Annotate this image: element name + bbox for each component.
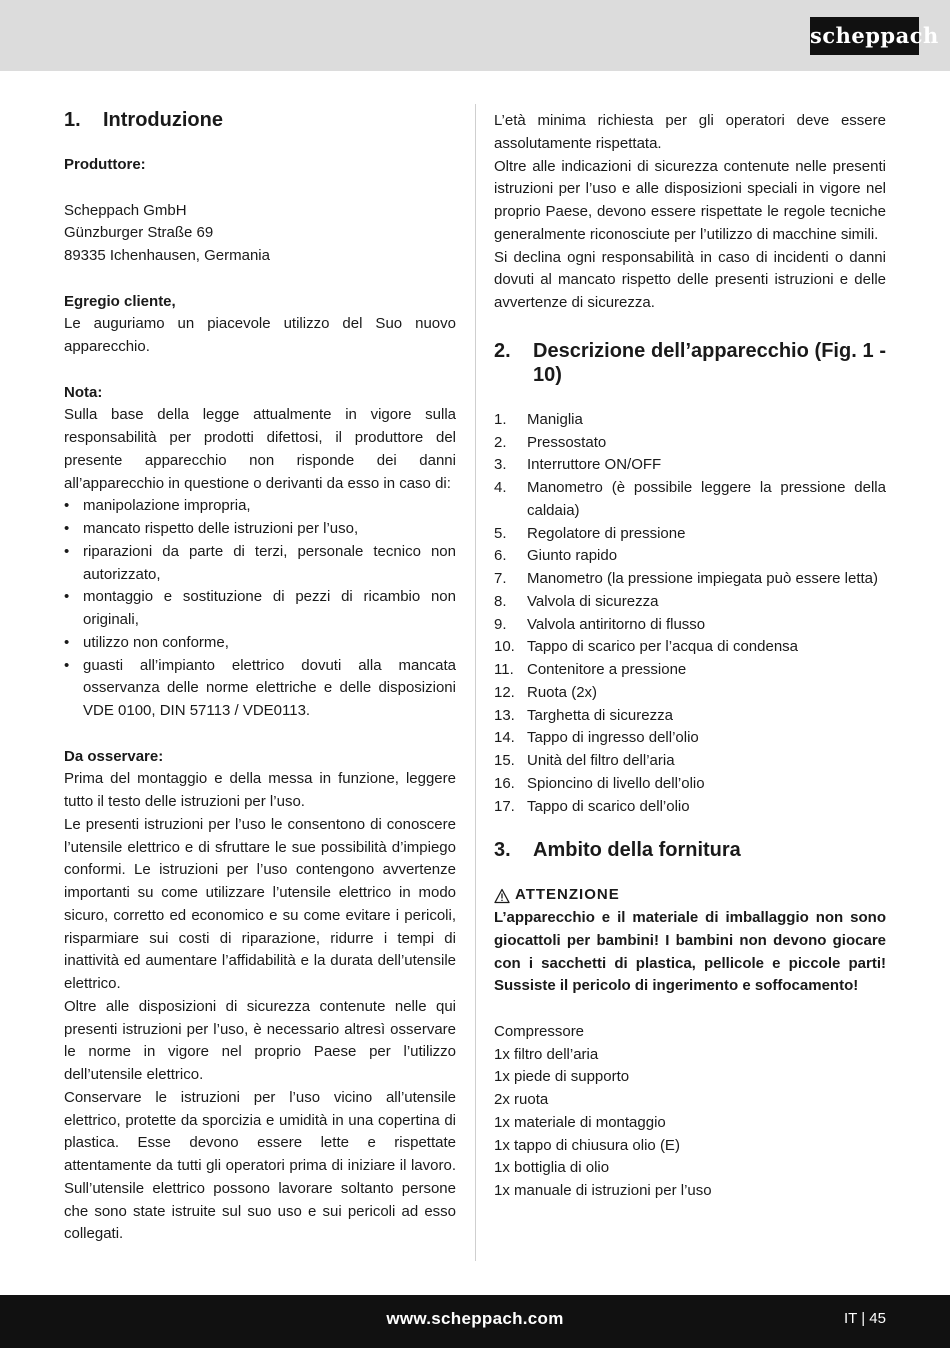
- dear-customer-label: Egregio cliente,: [64, 292, 176, 310]
- list-item: 1. Maniglia: [494, 410, 583, 428]
- observe-label: Da osservare:: [64, 747, 164, 765]
- supply-list: [494, 1021, 886, 1203]
- list-item: • manipolazione impropria,: [64, 495, 456, 518]
- producer-label: Produttore:: [64, 156, 146, 173]
- list-item: • guasti all’impianto elettrico dovuti alla mancata osservanza delle norme elettriche e delle disposizioni VDE 0100, DIN 57113 / VDE0113.: [64, 655, 456, 723]
- address-line: Günzburger Straße 69: [64, 224, 214, 242]
- right-column: [494, 110, 886, 1203]
- list-item: 1x bottiglia di olio: [494, 1159, 610, 1177]
- list-item: 1x filtro dell’aria: [494, 1045, 599, 1063]
- left-column: [64, 108, 456, 1246]
- list-item: 10. Tappo di scarico per l’acqua di condensa: [494, 638, 799, 656]
- list-item: 1x tappo di chiusura olio (E): [494, 1136, 680, 1154]
- section-heading-introduzione: [64, 108, 456, 132]
- footer: [0, 1295, 950, 1348]
- dear-customer-text: Le auguriamo un piacevole utilizzo del Suo nuovo apparecchio.: [64, 315, 456, 355]
- list-item: • montaggio e sostituzione di pezzi di ricambio non originali,: [64, 586, 456, 632]
- list-item: Compressore: [494, 1022, 585, 1040]
- list-item: 16. Spioncino di livello dell’olio: [494, 774, 705, 792]
- section-number: 1.: [64, 109, 81, 131]
- list-item: • utilizzo non conforme,: [64, 632, 456, 655]
- address-line: Scheppach GmbH: [64, 201, 187, 219]
- section-title: Descrizione dell’apparecchio (Fig. 1 - 10): [533, 339, 886, 386]
- list-item: 8. Valvola di sicurezza: [494, 592, 659, 610]
- list-item: 11. Contenitore a pressione: [494, 661, 687, 678]
- intro-paragraph: Si declina ogni responsabilità in caso di incidenti o danni dovuti al mancato rispetto delle presenti istruzioni e delle avvertenze di sicurezza.: [494, 248, 886, 311]
- observe-paragraph: Oltre alle disposizioni di sicurezza contenute nelle qui presenti istruzioni per l’uso, è necessario altresì osservare le norme in vigore nel proprio Paese per l’utilizzo dell’utensile elettrico.: [64, 997, 456, 1083]
- observe-paragraph: Conservare le istruzioni per l’uso vicino all’utensile elettrico, protette da sporcizia e umidità in una copertina di plastica. Esse devono essere lette e rispettate attentamente da tutti gli operatori prima di iniziare il lavoro. Sull’utensile elettrico possono lavorare soltanto persone che sono state istruite sul suo uso e sui pericoli ad esso collegati.: [64, 1088, 456, 1243]
- warning-triangle-icon: [494, 888, 510, 904]
- section-heading-descrizione: [494, 339, 886, 387]
- liability-exclusion-list: [64, 495, 456, 723]
- section-title: Ambito della fornitura: [533, 839, 741, 862]
- list-item: 15. Unità del filtro dell’aria: [494, 752, 675, 769]
- list-item: 17. Tappo di scarico dell’olio: [494, 797, 690, 815]
- section-number: 2.: [494, 339, 511, 362]
- section-heading-fornitura: [494, 838, 886, 862]
- scheppach-logo: scheppach: [810, 17, 919, 55]
- list-item: 12. Ruota (2x): [494, 683, 598, 701]
- warning-heading: [494, 884, 886, 907]
- column-divider: [475, 104, 476, 1261]
- warning-label: ATTENZIONE: [515, 886, 620, 904]
- page-number: IT | 45: [844, 1310, 886, 1327]
- warning-text: L’apparecchio e il materiale di imballaggio non sono giocattoli per bambini! I bambini non devono giocare con i sacchetti di plastica, pellicole e piccole parti! Sussiste il pericolo di ingerimento e soffocamento!: [494, 909, 886, 995]
- note-label: Nota:: [64, 383, 103, 401]
- list-item: 2. Pressostato: [494, 433, 607, 451]
- list-item: 7. Manometro (la pressione impiegata può essere letta): [494, 570, 879, 587]
- list-item: 1x materiale di montaggio: [494, 1113, 666, 1131]
- parts-list: [494, 409, 886, 819]
- observe-paragraph: Le presenti istruzioni per l’uso le consentono di conoscere l’utensile elettrico e di sfruttare le sue possibilità d’impiego conformi. Le istruzioni per l’uso contengono avvertenze importanti su come utilizzare l’utensile elettrico in modo sicuro, corretto ed economico e su come evitare i pericoli, risparmiare sui costi di riparazione, ridurre i tempi di inattività ed aumentare l’affidabilità e la durata dell’utensile elettrico.: [64, 815, 456, 992]
- list-item: 9. Valvola antiritorno di flusso: [494, 615, 706, 633]
- note-text: Sulla base della legge attualmente in vigore sulla responsabilità per prodotti difettosi, il produttore del presente apparecchio non risponde dei danni all’apparecchio in questione o derivanti da esso in caso di:: [64, 406, 456, 492]
- observe-paragraph: Prima del montaggio e della messa in funzione, leggere tutto il testo delle istruzioni per l’uso.: [64, 770, 456, 810]
- list-item: 2x ruota: [494, 1091, 549, 1108]
- section-title: Introduzione: [103, 109, 223, 131]
- list-item: 4. Manometro (è possibile leggere la pressione della caldaia): [494, 479, 886, 519]
- list-item: 14. Tappo di ingresso dell’olio: [494, 729, 699, 747]
- intro-paragraph: Oltre alle indicazioni di sicurezza contenute nelle presenti istruzioni per l’uso e alle disposizioni speciali in vigore nel proprio Paese, devono essere rispettate le regole tecniche generalmente riconosciute per l’utilizzo di macchine simili.: [494, 157, 886, 243]
- list-item: 13. Targhetta di sicurezza: [494, 706, 673, 724]
- producer-address: [64, 200, 456, 268]
- address-line: 89335 Ichenhausen, Germania: [64, 247, 270, 264]
- list-item: 3. Interruttore ON/OFF: [494, 456, 662, 474]
- footer-url: www.scheppach.com: [386, 1309, 564, 1328]
- intro-paragraph: L’età minima richiesta per gli operatori deve essere assolutamente rispettata.: [494, 112, 886, 152]
- section-number: 3.: [494, 839, 511, 862]
- header-band: [0, 0, 950, 71]
- list-item: • riparazioni da parte di terzi, personale tecnico non autorizzato,: [64, 541, 456, 587]
- list-item: 6. Giunto rapido: [494, 547, 618, 565]
- list-item: 5. Regolatore di pressione: [494, 524, 686, 542]
- list-item: 1x manuale di istruzioni per l’uso: [494, 1182, 712, 1199]
- list-item: 1x piede di supporto: [494, 1068, 630, 1086]
- list-item: • mancato rispetto delle istruzioni per l’uso,: [64, 518, 456, 541]
